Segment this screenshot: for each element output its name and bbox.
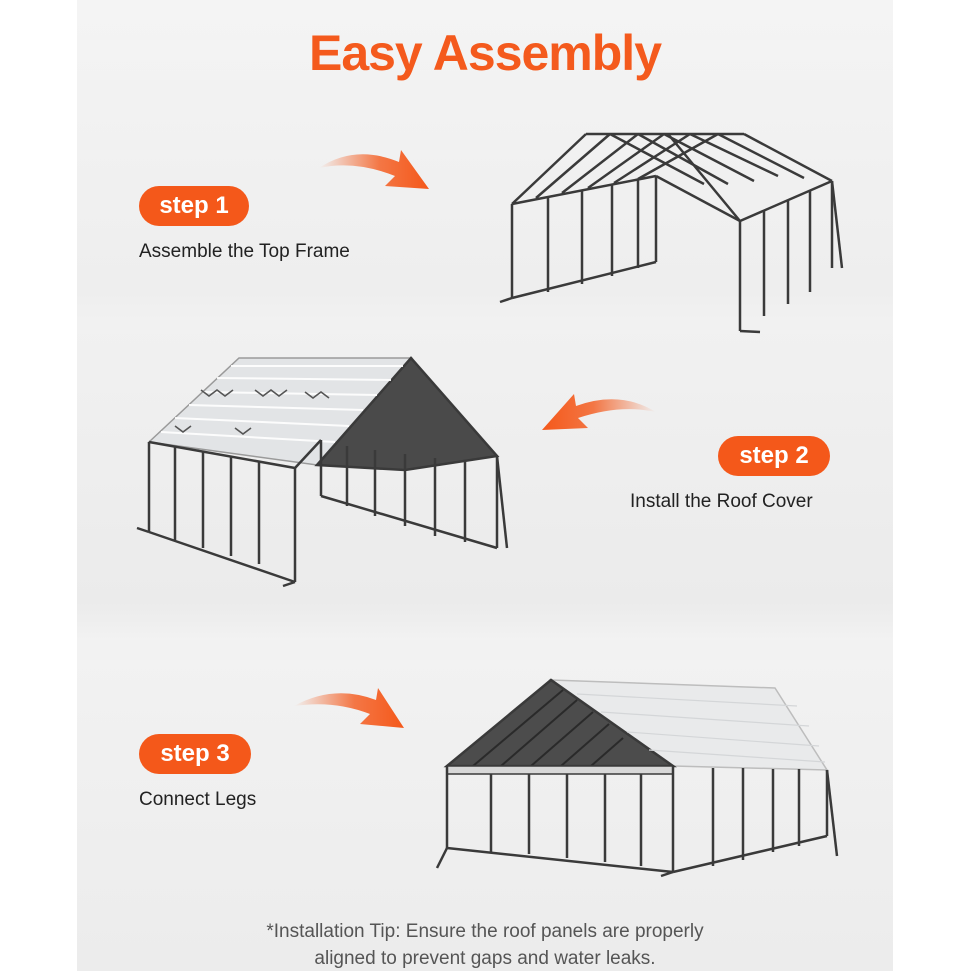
installation-tip-line-1: *Installation Tip: Ensure the roof panels are properly (266, 921, 704, 942)
step-3-arrow-icon (290, 682, 410, 742)
page-title: Easy Assembly (308, 25, 662, 81)
installation-tip-line-2: aligned to prevent gaps and water leaks. (314, 948, 656, 969)
step-2-badge: step 2 (718, 436, 830, 476)
step-2-caption: Install the Roof Cover (630, 491, 813, 512)
step-2-roof-cover-illustration (135, 350, 515, 590)
step-3-caption: Connect Legs (139, 789, 257, 810)
step-3-complete-carport-illustration (437, 676, 837, 876)
step-3-badge: step 3 (139, 734, 251, 774)
installation-tip (0, 918, 970, 972)
step-1-arrow-icon (315, 142, 435, 202)
step-1-caption: Assemble the Top Frame (139, 241, 350, 262)
step-1-top-frame-illustration (492, 126, 852, 336)
step-1-badge: step 1 (139, 186, 249, 226)
step-2-arrow-icon (540, 390, 660, 440)
